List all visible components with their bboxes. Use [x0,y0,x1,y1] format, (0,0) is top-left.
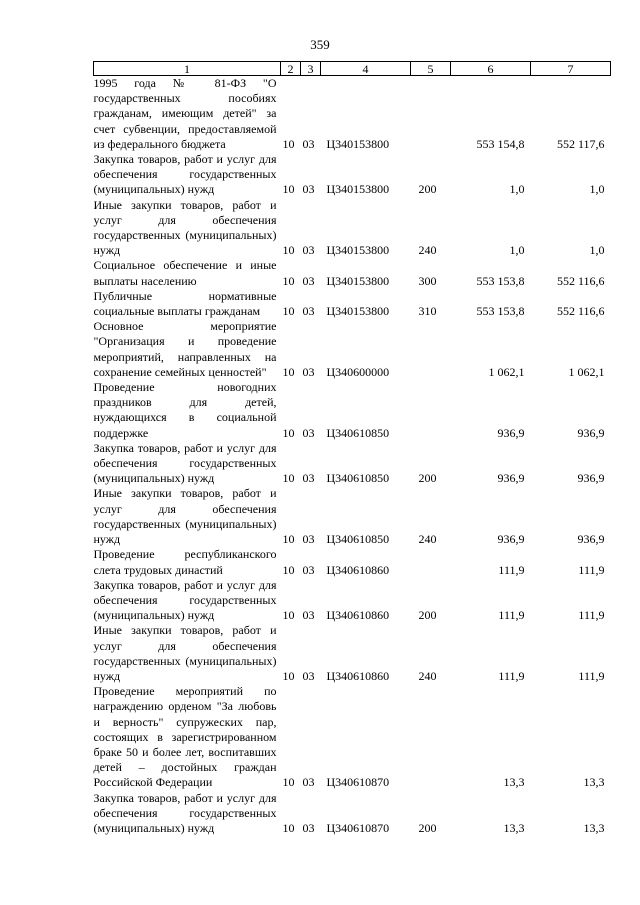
header-col-7: 7 [531,62,611,76]
amount-year-2: 936,9 [577,532,605,547]
amount-year-1: 111,9 [498,668,525,683]
subsection-code: 03 [302,668,315,683]
expense-type [411,684,451,790]
row-name: Проведение новогодних праздников для детей, нуждающихся в социальной поддержке [93,380,277,440]
target-article: Ц340610860 [326,608,390,623]
subsection-code: 03 [302,532,315,547]
subsection-code: 03 [302,136,315,151]
row-name: Проведение республиканского слета трудовых династий [93,547,277,577]
amount-year-2: 13,3 [583,775,605,790]
table-row [94,289,611,319]
section-code: 10 [282,775,295,790]
table-row [94,319,611,380]
expense-type: 300 [418,273,437,288]
amount-year-1: 936,9 [497,425,525,440]
target-article: Ц340610860 [326,562,390,577]
amount-year-2: 552 116,6 [556,273,605,288]
amount-year-2: 111,9 [578,668,605,683]
header-col-4: 4 [321,62,411,76]
row-name: Иные закупки товаров, работ и услуг для обеспечения государственных (муниципальных) нужд [93,197,277,258]
target-article: Ц340600000 [326,364,390,379]
table-row [94,198,611,259]
table-row [94,547,611,577]
section-code: 10 [282,304,295,319]
row-name: Основное мероприятие "Организация и проведение мероприятий, направленных на сохранение семейных ценностей" [93,319,277,379]
section-code: 10 [282,136,295,151]
amount-year-1: 111,9 [498,608,525,623]
section-code: 10 [282,668,295,683]
section-code: 10 [282,562,295,577]
target-article: Ц340610850 [326,471,390,486]
target-article: Ц340610860 [326,668,390,683]
expense-type [411,319,451,380]
subsection-code: 03 [302,182,315,197]
subsection-code: 03 [302,471,315,486]
expense-type: 240 [418,243,437,258]
section-code: 10 [282,820,295,835]
amount-year-2: 936,9 [577,471,605,486]
expense-type: 310 [418,304,437,319]
amount-year-2: 1 062,1 [568,364,605,379]
amount-year-2: 111,9 [578,562,605,577]
header-col-2: 2 [281,62,301,76]
target-article: Ц340610850 [326,425,390,440]
subsection-code: 03 [302,304,315,319]
expense-type: 200 [418,182,437,197]
section-code: 10 [282,243,295,258]
table-row [94,380,611,441]
section-code: 10 [282,182,295,197]
expense-type: 240 [418,668,437,683]
target-article: Ц340610870 [326,775,390,790]
page-number: 359 [310,37,330,52]
section-code: 10 [282,471,295,486]
amount-year-2: 936,9 [577,425,605,440]
table-row [94,623,611,684]
subsection-code: 03 [302,820,315,835]
amount-year-1: 553 153,8 [476,304,525,319]
section-code: 10 [282,608,295,623]
row-name: Публичные нормативные социальные выплаты гражданам [93,288,277,319]
target-article: Ц340153800 [326,182,390,197]
amount-year-2: 13,3 [583,820,605,835]
target-article: Ц340153800 [326,243,390,258]
subsection-code: 03 [302,608,315,623]
table-row [94,258,611,288]
header-col-3: 3 [301,62,321,76]
table-row [94,441,611,487]
amount-year-1: 1,0 [509,243,525,258]
amount-year-1: 553 154,8 [476,136,525,151]
table-row [94,684,611,790]
section-code: 10 [282,425,295,440]
amount-year-2: 552 116,6 [556,304,605,319]
table-row [94,486,611,547]
amount-year-2: 1,0 [589,243,605,258]
row-name: Закупка товаров, работ и услуг для обеспечения государственных (муниципальных) нужд [93,152,277,197]
target-article: Ц340610870 [326,820,390,835]
expense-type: 240 [418,532,437,547]
target-article: Ц340153800 [326,273,390,288]
target-article: Ц340153800 [326,304,390,319]
subsection-code: 03 [302,775,315,790]
subsection-code: 03 [302,562,315,577]
amount-year-1: 111,9 [498,562,525,577]
table-row [94,76,611,153]
amount-year-1: 1,0 [509,182,525,197]
table-row [94,791,611,837]
table-row [94,578,611,624]
amount-year-1: 936,9 [497,471,525,486]
row-name: Закупка товаров, работ и услуг для обеспечения государственных (муниципальных) нужд [93,577,277,623]
expense-type [411,547,451,577]
subsection-code: 03 [302,425,315,440]
table-header-row [94,62,611,76]
header-col-1: 1 [94,62,281,76]
amount-year-1: 936,9 [497,532,525,547]
header-col-5: 5 [411,62,451,76]
row-name: Социальное обеспечение и иные выплаты населению [93,258,277,288]
amount-year-2: 111,9 [578,608,605,623]
amount-year-1: 13,3 [503,775,525,790]
expense-type [411,380,451,441]
row-name: Закупка товаров, работ и услуг для обеспечения государственных (муниципальных) нужд [93,440,277,486]
row-name: Закупка товаров, работ и услуг для обеспечения государственных (муниципальных) нужд [93,790,277,835]
target-article: Ц340610850 [326,532,390,547]
subsection-code: 03 [302,364,315,379]
section-code: 10 [282,273,295,288]
subsection-code: 03 [302,273,315,288]
row-name: Проведение мероприятий по награждению орденом "За любовь и верность" супружеских пар, состоящих в зарегистрированном браке 50 и более лет, воспитавших детей – достойных граждан Российской Федерации [93,684,277,790]
amount-year-1: 553 153,8 [476,273,525,288]
amount-year-2: 1,0 [589,182,605,197]
header-col-6: 6 [451,62,531,76]
row-name: Иные закупки товаров, работ и услуг для обеспечения государственных (муниципальных) нужд [93,623,277,683]
amount-year-1: 13,3 [503,820,525,835]
expense-type: 200 [418,820,437,835]
expense-type: 200 [418,608,437,623]
row-name: Иные закупки товаров, работ и услуг для обеспечения государственных (муниципальных) нужд [93,486,277,547]
expense-type [411,76,451,153]
table-row [94,152,611,198]
expense-type: 200 [418,471,437,486]
budget-table [93,61,611,836]
section-code: 10 [282,364,295,379]
row-name: 1995 года № 81-ФЗ "О государственных пособиях гражданам, имеющим детей" за счет субвенции, предоставляемой из федерального бюджета [93,76,277,151]
subsection-code: 03 [302,243,315,258]
section-code: 10 [282,532,295,547]
target-article: Ц340153800 [326,136,390,151]
amount-year-1: 1 062,1 [488,364,525,379]
amount-year-2: 552 117,6 [556,136,605,151]
